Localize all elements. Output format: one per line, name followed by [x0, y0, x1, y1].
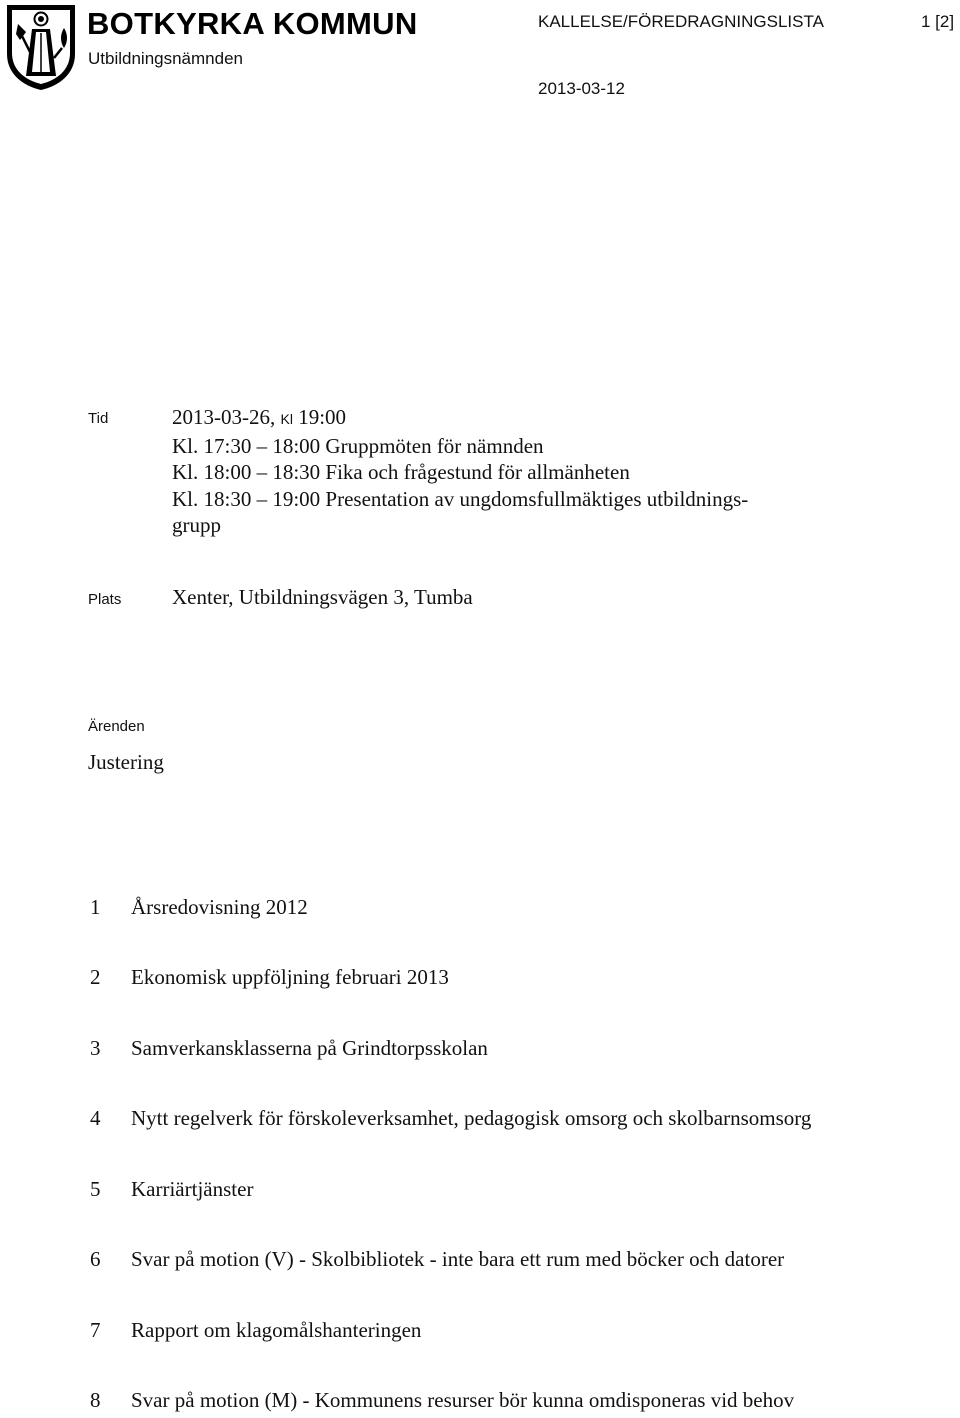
agenda-item: [0, 1318, 960, 1348]
tid-date-line: [172, 404, 892, 433]
agenda-item-title: Samverkansklasserna på Grindtorpsskolan: [131, 1036, 488, 1060]
agenda-item-title: Årsredovisning 2012: [131, 895, 308, 919]
tid-time: 19:00: [298, 405, 347, 429]
agenda-item-title: Svar på motion (V) - Skolbibliotek - inte bara ett rum med böcker och datorer: [131, 1247, 785, 1271]
agenda-item: [0, 1388, 960, 1418]
agenda-item: [0, 1106, 960, 1136]
coat-of-arms-icon: [4, 2, 78, 92]
agenda-item: [0, 965, 960, 995]
plats-value: Xenter, Utbildningsvägen 3, Tumba: [172, 585, 473, 609]
agenda-item-title: Karriärtjänster: [131, 1177, 254, 1201]
agenda-item: [0, 1247, 960, 1277]
plats-label: Plats: [88, 591, 122, 608]
agenda-item-number: 2: [90, 965, 101, 989]
tid-kl: Kl: [280, 411, 293, 427]
tid-label: Tid: [88, 410, 109, 427]
tid-schedule-line: Kl. 17:30 – 18:00 Gruppmöten för nämnden: [172, 433, 544, 458]
tid-schedule-line: grupp: [172, 513, 221, 537]
arenden-label: Ärenden: [88, 718, 145, 735]
agenda-item-number: 4: [90, 1106, 101, 1130]
agenda-item-number: 6: [90, 1247, 101, 1271]
page-number: 1 [2]: [921, 12, 955, 31]
tid-schedule-line: Kl. 18:00 – 18:30 Fika och frågestund för allmänheten: [172, 460, 630, 484]
agenda-item-title: Ekonomisk uppföljning februari 2013: [131, 965, 449, 989]
org-name: BOTKYRKA KOMMUN: [87, 6, 418, 41]
tid-schedule-line: Kl. 18:30 – 19:00 Presentation av ungdomsfullmäktiges utbildnings-: [172, 486, 749, 511]
agenda-item-number: 3: [90, 1036, 101, 1060]
agenda-item-number: 1: [90, 895, 101, 919]
agenda-item-title: Rapport om klagomålshanteringen: [131, 1318, 422, 1342]
document-type: KALLELSE/FÖREDRAGNINGSLISTA: [538, 12, 824, 31]
agenda-item-number: 8: [90, 1388, 101, 1412]
justering-heading: Justering: [88, 750, 164, 774]
tid-block: [172, 404, 892, 539]
agenda-item: [0, 895, 960, 925]
agenda-item-title: Nytt regelverk för förskoleverksamhet, pedagogisk omsorg och skolbarnsomsorg: [131, 1106, 812, 1130]
agenda-item: [0, 1177, 960, 1207]
document-date: 2013-03-12: [538, 79, 625, 98]
tid-date: 2013-03-26,: [172, 405, 276, 429]
agenda-item-number: 5: [90, 1177, 101, 1201]
agenda-item-title: Svar på motion (M) - Kommunens resurser bör kunna omdisponeras vid behov: [131, 1388, 795, 1412]
agenda-item-number: 7: [90, 1318, 101, 1342]
department-name: Utbildningsnämnden: [88, 49, 243, 68]
agenda-item: [0, 1036, 960, 1066]
